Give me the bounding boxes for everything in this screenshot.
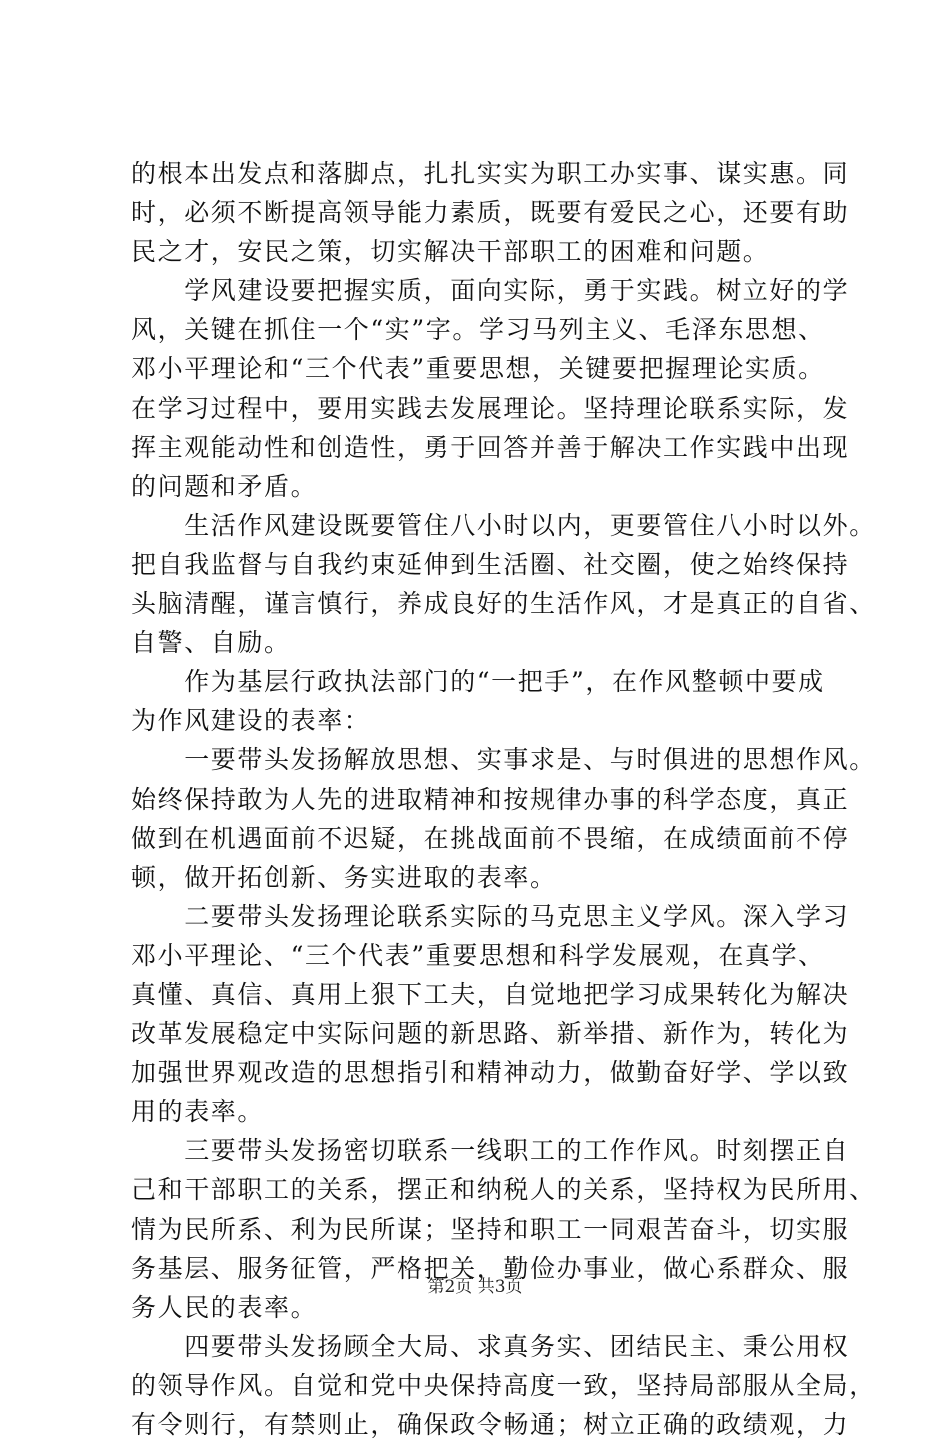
text-line: 改革发展稳定中实际问题的新思路、新举措、新作为，转化为 <box>131 1019 850 1049</box>
text-line: 把自我监督与自我约束延伸到生活圈、社交圈，使之始终保持 <box>131 549 850 579</box>
text-line: 风，关键在抓住一个“实”字。学习马列主义、毛泽东思想、 <box>131 315 825 345</box>
text-line: 顿，做开拓创新、务实进取的表率。 <box>131 862 557 892</box>
text-line: 生活作风建设既要管住八小时以内，更要管住八小时以外。 <box>131 510 876 540</box>
text-line: 自警、自励。 <box>131 628 291 658</box>
text-line: 加强世界观改造的思想指引和精神动力，做勤奋好学、学以致 <box>131 1058 850 1088</box>
text-line: 始终保持敢为人先的进取精神和按规律办事的科学态度，真正 <box>131 784 850 814</box>
text-line: 的问题和矛盾。 <box>131 471 318 501</box>
text-line: 真懂、真信、真用上狠下工夫，自觉地把学习成果转化为解决 <box>131 979 850 1009</box>
text-line: 己和干部职工的关系，摆正和纳税人的关系，坚持权为民所用、 <box>131 1175 876 1205</box>
text-line: 在学习过程中，要用实践去发展理论。坚持理论联系实际，发 <box>131 393 850 423</box>
text-line: 时，必须不断提高领导能力素质，既要有爱民之心，还要有助 <box>131 198 850 228</box>
text-line: 务基层、服务征管，严格把关，勤俭办事业，做心系群众、服 <box>131 1253 850 1283</box>
text-line: 务人民的表率。 <box>131 1292 318 1322</box>
text-line: 四要带头发扬顾全大局、求真务实、团结民主、秉公用权 <box>131 1331 850 1361</box>
text-line: 的根本出发点和落脚点，扎扎实实为职工办实事、谋实惠。同 <box>131 159 850 188</box>
text-line: 二要带头发扬理论联系实际的马克思主义学风。深入学习 <box>131 901 850 931</box>
text-line: 用的表率。 <box>131 1097 265 1127</box>
text-line: 邓小平理论、“三个代表”重要思想和科学发展观，在真学、 <box>131 940 825 970</box>
body-text <box>131 154 876 1444</box>
text-line: 邓小平理论和“三个代表”重要思想，关键要把握理论实质。 <box>131 354 825 384</box>
text-line: 民之才，安民之策，切实解决干部职工的困难和问题。 <box>131 237 770 267</box>
text-line: 情为民所系、利为民所谋；坚持和职工一同艰苦奋斗，切实服 <box>131 1214 850 1244</box>
text-line: 一要带头发扬解放思想、实事求是、与时俱进的思想作风。 <box>131 745 876 775</box>
text-line: 三要带头发扬密切联系一线职工的工作作风。时刻摆正自 <box>131 1136 850 1166</box>
text-line: 的领导作风。自觉和党中央保持高度一致，坚持局部服从全局， <box>131 1370 876 1400</box>
text-line: 做到在机遇面前不迟疑，在挑战面前不畏缩，在成绩面前不停 <box>131 823 850 853</box>
text-line: 学风建设要把握实质，面向实际，勇于实践。树立好的学 <box>131 276 850 306</box>
text-line: 作为基层行政执法部门的“一把手”，在作风整顿中要成 <box>131 667 825 697</box>
text-line: 头脑清醒，谨言慎行，养成良好的生活作风，才是真正的自省、 <box>131 589 876 619</box>
text-line: 挥主观能动性和创造性，勇于回答并善于解决工作实践中出现 <box>131 432 850 462</box>
text-line: 有令则行，有禁则止，确保政令畅通；树立正确的政绩观，力 <box>131 1410 850 1439</box>
text-line: 为作风建设的表率： <box>131 706 371 736</box>
page-footer: 第2页 共3页 <box>427 1277 523 1297</box>
